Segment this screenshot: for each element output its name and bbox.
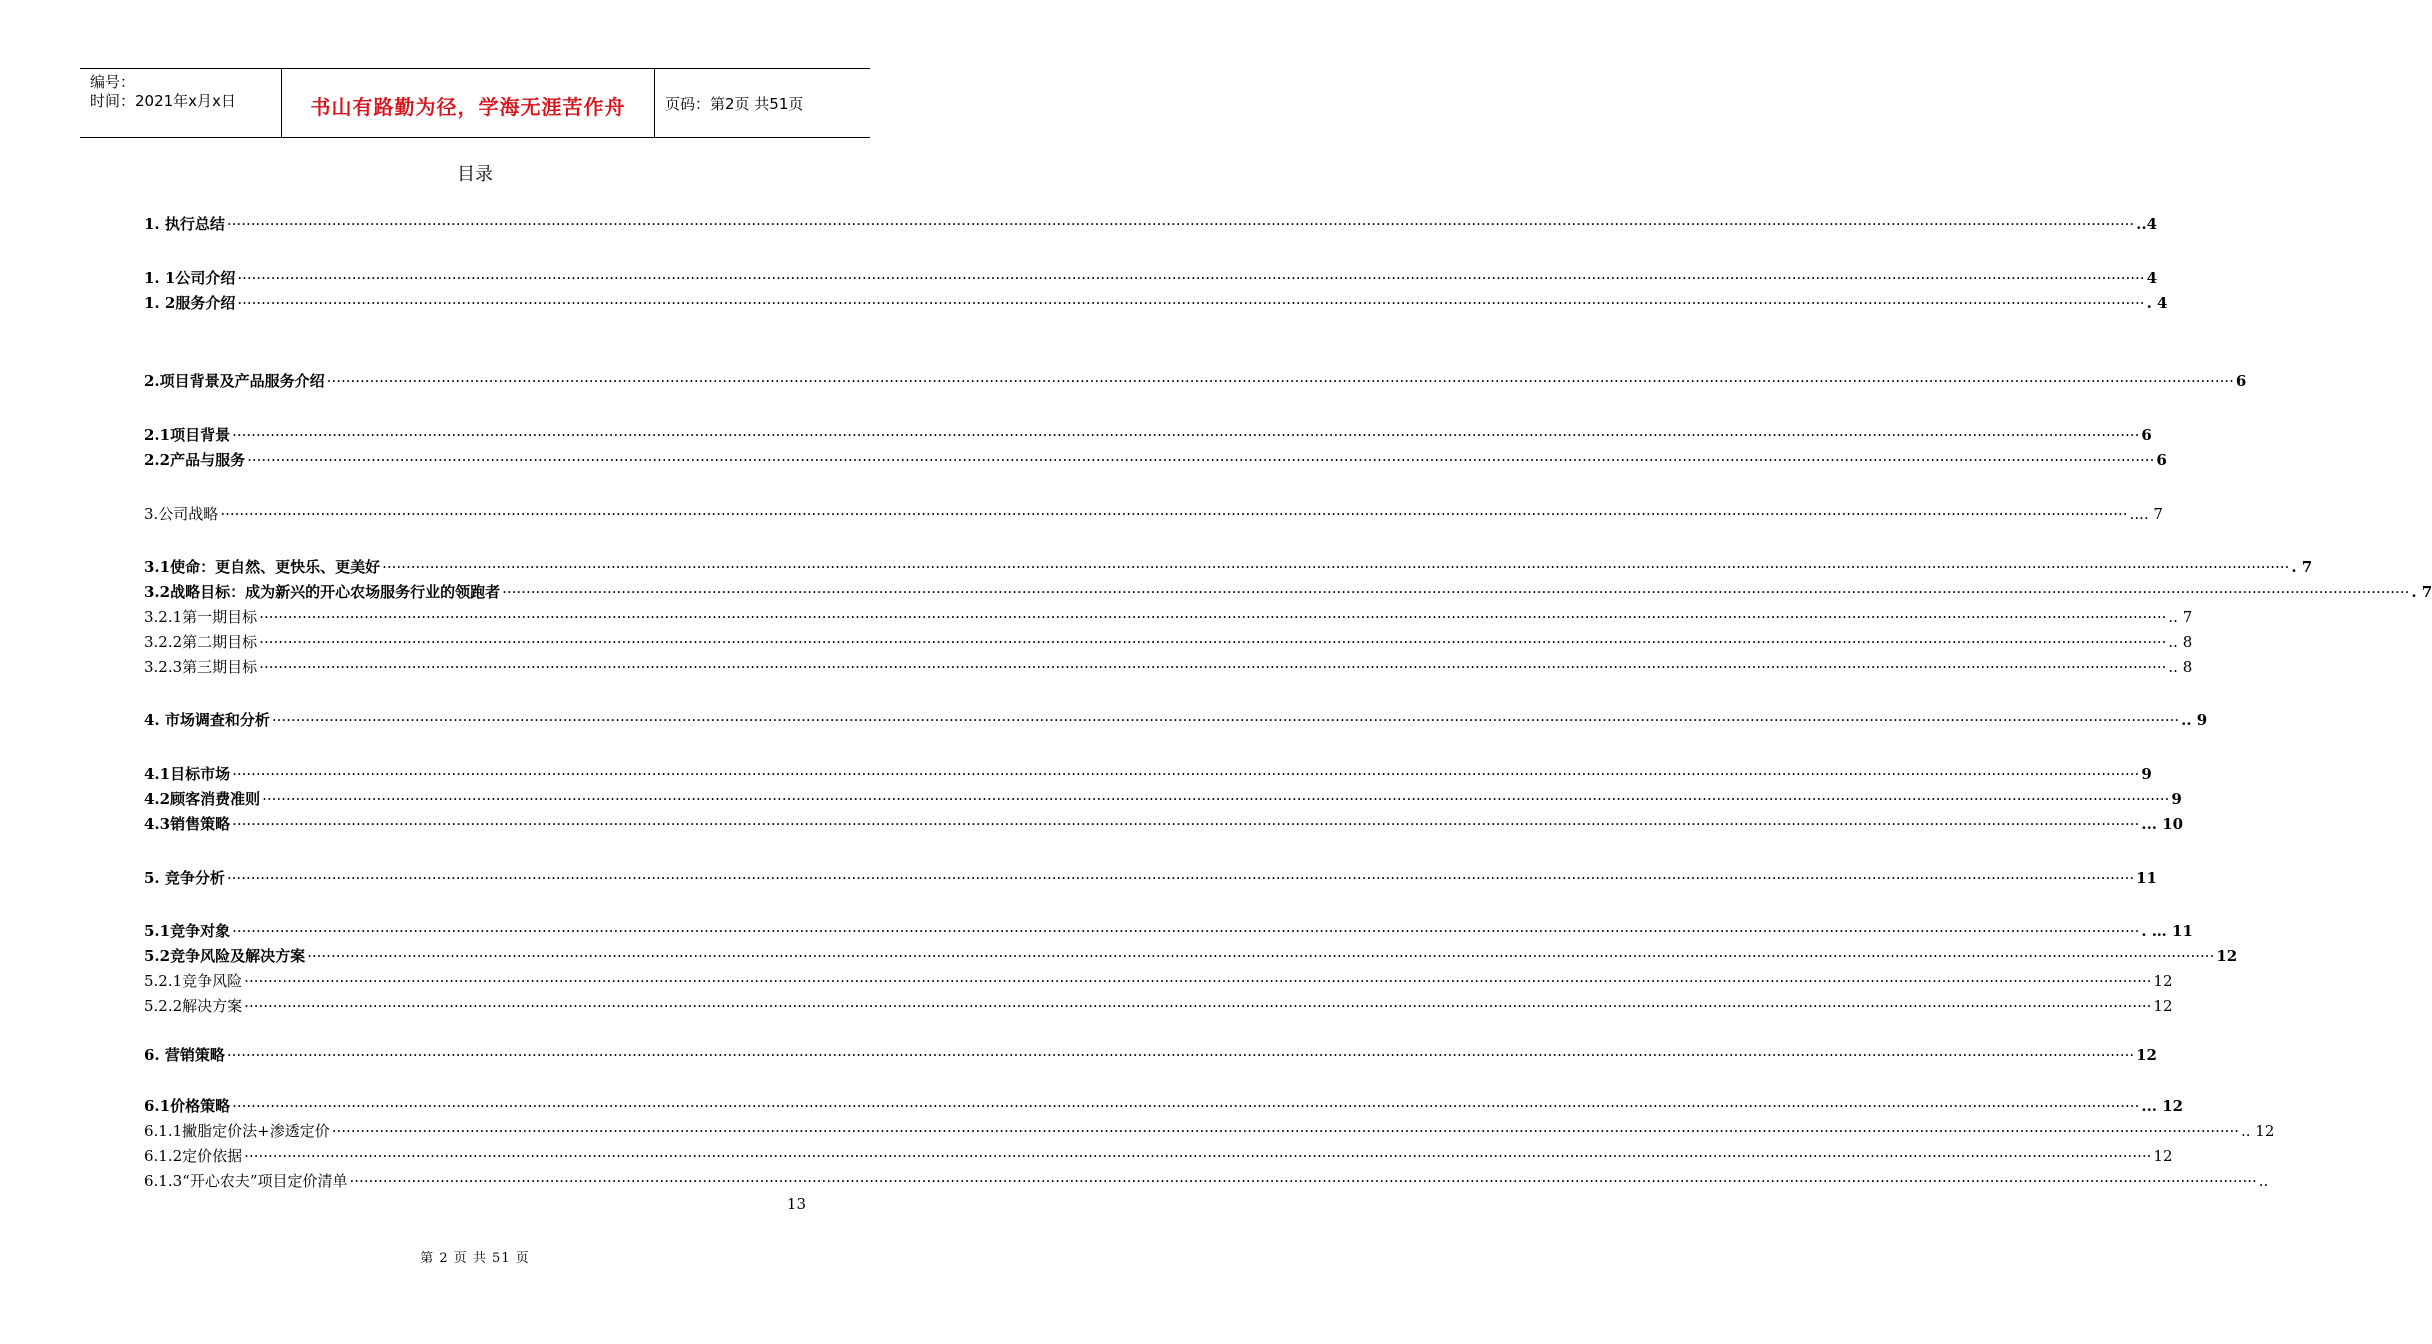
toc-dot-leader: ················································································································································································································································································································································································································ bbox=[382, 558, 2290, 576]
toc-entry[interactable] bbox=[144, 503, 2163, 525]
toc-entry[interactable] bbox=[144, 709, 2208, 731]
toc-entry[interactable] bbox=[144, 920, 2193, 942]
toc-entry-label: 6. 营销策略 bbox=[144, 1046, 225, 1064]
toc-entry-label: 3.2战略目标：成为新兴的开心农场服务行业的领跑者 bbox=[144, 583, 501, 601]
toc-dot-leader: ················································································································································································································································································································································································································ bbox=[237, 269, 2145, 287]
toc-entry[interactable] bbox=[144, 606, 2193, 628]
toc-entry-label: 6.1.2定价依据 bbox=[144, 1147, 243, 1165]
toc-dot-leader: ················································································································································································································································································································································································································ bbox=[244, 1147, 2152, 1165]
toc-dot-leader: ················································································································································································································································································································································································································ bbox=[232, 1097, 2140, 1115]
toc-entry-page: 12 bbox=[2153, 972, 2173, 990]
toc-entry-page: .. 8 bbox=[2168, 633, 2193, 651]
document-date-label: 时间：2021年x月x日 bbox=[90, 92, 236, 110]
toc-entry[interactable] bbox=[144, 945, 2238, 967]
toc-entry-page: 9 bbox=[2171, 790, 2182, 808]
motto-text: 书山有路勤为径，学海无涯苦作舟 bbox=[310, 95, 626, 119]
toc-entry-page: 12 bbox=[2153, 997, 2173, 1015]
toc-entry[interactable] bbox=[144, 1120, 2275, 1142]
toc-entry-label: 5.2.2解决方案 bbox=[144, 997, 243, 1015]
toc-dot-leader: ················································································································································································································································································································································································································ bbox=[331, 1122, 2239, 1140]
toc-entry[interactable] bbox=[144, 656, 2193, 678]
toc-entry-label: 3.2.3第三期目标 bbox=[144, 658, 258, 676]
toc-entry-page: . 7 bbox=[2291, 558, 2313, 576]
toc-entry-page: .. bbox=[2258, 1172, 2269, 1190]
toc-entry[interactable] bbox=[144, 1170, 2269, 1192]
page-footer: 第 2 页 共 51 页 bbox=[420, 1251, 530, 1266]
toc-entry[interactable] bbox=[144, 449, 2167, 471]
toc-entry-page: 12 bbox=[2153, 1147, 2173, 1165]
toc-entry[interactable] bbox=[144, 1095, 2184, 1117]
toc-dot-leader: ················································································································································································································································································································································································································ bbox=[232, 922, 2140, 940]
toc-entry-label: 3.2.1第一期目标 bbox=[144, 608, 258, 626]
toc-entry-label: 3.1使命：更自然、更快乐、更美好 bbox=[144, 558, 381, 576]
toc-entry[interactable] bbox=[144, 813, 2184, 835]
toc-entry-label: 6.1价格策略 bbox=[144, 1097, 231, 1115]
toc-trailing-page-number: 13 bbox=[786, 1195, 806, 1213]
toc-dot-leader: ················································································································································································································································································································································································································ bbox=[247, 451, 2155, 469]
toc-dot-leader: ················································································································································································································································································································································································································ bbox=[307, 947, 2215, 965]
toc-entry-label: 5.2竞争风险及解决方案 bbox=[144, 947, 306, 965]
toc-entry-page: 4 bbox=[2146, 269, 2157, 287]
toc-entry[interactable] bbox=[144, 267, 2157, 289]
toc-entry-label: 3.公司战略 bbox=[144, 505, 219, 523]
toc-dot-leader: ················································································································································································································································································································································································································ bbox=[259, 633, 2167, 651]
toc-entry[interactable] bbox=[144, 867, 2157, 889]
toc-entry-page: .. 12 bbox=[2240, 1122, 2275, 1140]
toc-dot-leader: ················································································································································································································································································································································································································ bbox=[232, 765, 2140, 783]
toc-entry-label: 2.2产品与服务 bbox=[144, 451, 246, 469]
toc-dot-leader: ················································································································································································································································································································································································································ bbox=[244, 972, 2152, 990]
toc-entry-page: 12 bbox=[2216, 947, 2238, 965]
toc-dot-leader: ················································································································································································································································································································································································································ bbox=[220, 505, 2128, 523]
toc-dot-leader: ················································································································································································································································································································································································································ bbox=[262, 790, 2170, 808]
toc-entry[interactable] bbox=[144, 556, 2313, 578]
toc-dot-leader: ················································································································································································································································································································································································································ bbox=[349, 1172, 2257, 1190]
toc-entry[interactable] bbox=[144, 763, 2152, 785]
toc-entry-page: 6 bbox=[2235, 372, 2247, 390]
toc-entry-label: 1. 2服务介绍 bbox=[144, 294, 236, 312]
toc-dot-leader: ················································································································································································································································································································································································································ bbox=[232, 426, 2140, 444]
toc-dot-leader: ················································································································································································································································································································································································································ bbox=[259, 658, 2167, 676]
toc-entry-page: 11 bbox=[2136, 869, 2157, 887]
toc-entry-label: 6.1.1撇脂定价法+渗透定价 bbox=[144, 1122, 330, 1140]
toc-entry-label: 4.3销售策略 bbox=[144, 815, 231, 833]
toc-entry[interactable] bbox=[144, 424, 2152, 446]
toc-entry[interactable] bbox=[144, 631, 2193, 653]
toc-entry-page: .. 7 bbox=[2168, 608, 2193, 626]
toc-entry-page: .. 8 bbox=[2168, 658, 2193, 676]
toc-dot-leader: ················································································································································································································································································································································································································ bbox=[271, 711, 2180, 729]
toc-entry[interactable] bbox=[144, 581, 2432, 603]
toc-entry-page: ... 10 bbox=[2141, 815, 2184, 833]
toc-entry-page: ... 12 bbox=[2141, 1097, 2184, 1115]
toc-entry-label: 3.2.2第二期目标 bbox=[144, 633, 258, 651]
document-number-label: 编号： bbox=[90, 73, 136, 91]
toc-entry-page: . … 11 bbox=[2141, 922, 2193, 940]
toc-entry-label: 6.1.3“开心农夫”项目定价清单 bbox=[144, 1172, 348, 1190]
toc-dot-leader: ················································································································································································································································································································································································································ bbox=[326, 372, 2234, 390]
toc-entry-label: 4.1目标市场 bbox=[144, 765, 231, 783]
toc-entry-page: 6 bbox=[2156, 451, 2167, 469]
toc-entry-page: 9 bbox=[2141, 765, 2152, 783]
toc-dot-leader: ················································································································································································································································································································································································································ bbox=[244, 997, 2152, 1015]
toc-entry-label: 2.项目背景及产品服务介绍 bbox=[144, 372, 325, 390]
toc-dot-leader: ················································································································································································································································································································································································································ bbox=[226, 215, 2135, 233]
toc-entry-page: .... 7 bbox=[2129, 505, 2163, 523]
toc-entry-page: 6 bbox=[2141, 426, 2152, 444]
toc-entry-page: 12 bbox=[2136, 1046, 2157, 1064]
toc-entry[interactable] bbox=[144, 370, 2247, 392]
toc-entry[interactable] bbox=[144, 1044, 2157, 1066]
toc-entry[interactable] bbox=[144, 292, 2168, 314]
toc-title: 目录 bbox=[457, 164, 493, 185]
page-number-info: 页码：第2页 共51页 bbox=[665, 95, 804, 113]
toc-dot-leader: ················································································································································································································································································································································································································ bbox=[226, 1046, 2135, 1064]
toc-entry[interactable] bbox=[144, 788, 2182, 810]
toc-dot-leader: ················································································································································································································································································································································································································ bbox=[259, 608, 2167, 626]
toc-entry[interactable] bbox=[144, 1145, 2173, 1167]
toc-entry[interactable] bbox=[144, 995, 2173, 1017]
toc-entry-label: 5.1竞争对象 bbox=[144, 922, 231, 940]
toc-entry-label: 4. 市场调查和分析 bbox=[144, 711, 270, 729]
toc-entry-page: .. 9 bbox=[2181, 711, 2208, 729]
toc-dot-leader: ················································································································································································································································································································································································································ bbox=[237, 294, 2145, 312]
toc-entry[interactable] bbox=[144, 213, 2158, 235]
toc-dot-leader: ················································································································································································································································································································································································································ bbox=[232, 815, 2140, 833]
toc-entry-label: 5. 竞争分析 bbox=[144, 869, 225, 887]
toc-entry-label: 4.2顾客消费准则 bbox=[144, 790, 261, 808]
toc-entry-label: 1. 1公司介绍 bbox=[144, 269, 236, 287]
toc-entry-label: 1. 执行总结 bbox=[144, 215, 225, 233]
toc-entry-label: 2.1项目背景 bbox=[144, 426, 231, 444]
toc-entry[interactable] bbox=[144, 970, 2173, 992]
toc-entry-page: ..4 bbox=[2136, 215, 2158, 233]
toc-entry-page: . 7 bbox=[2411, 583, 2432, 601]
toc-entry-page: . 4 bbox=[2146, 294, 2168, 312]
toc-entry-label: 5.2.1竞争风险 bbox=[144, 972, 243, 990]
toc-dot-leader: ················································································································································································································································································································································································································ bbox=[226, 869, 2135, 887]
toc-dot-leader: ················································································································································································································································································································································································································ bbox=[502, 583, 2410, 601]
